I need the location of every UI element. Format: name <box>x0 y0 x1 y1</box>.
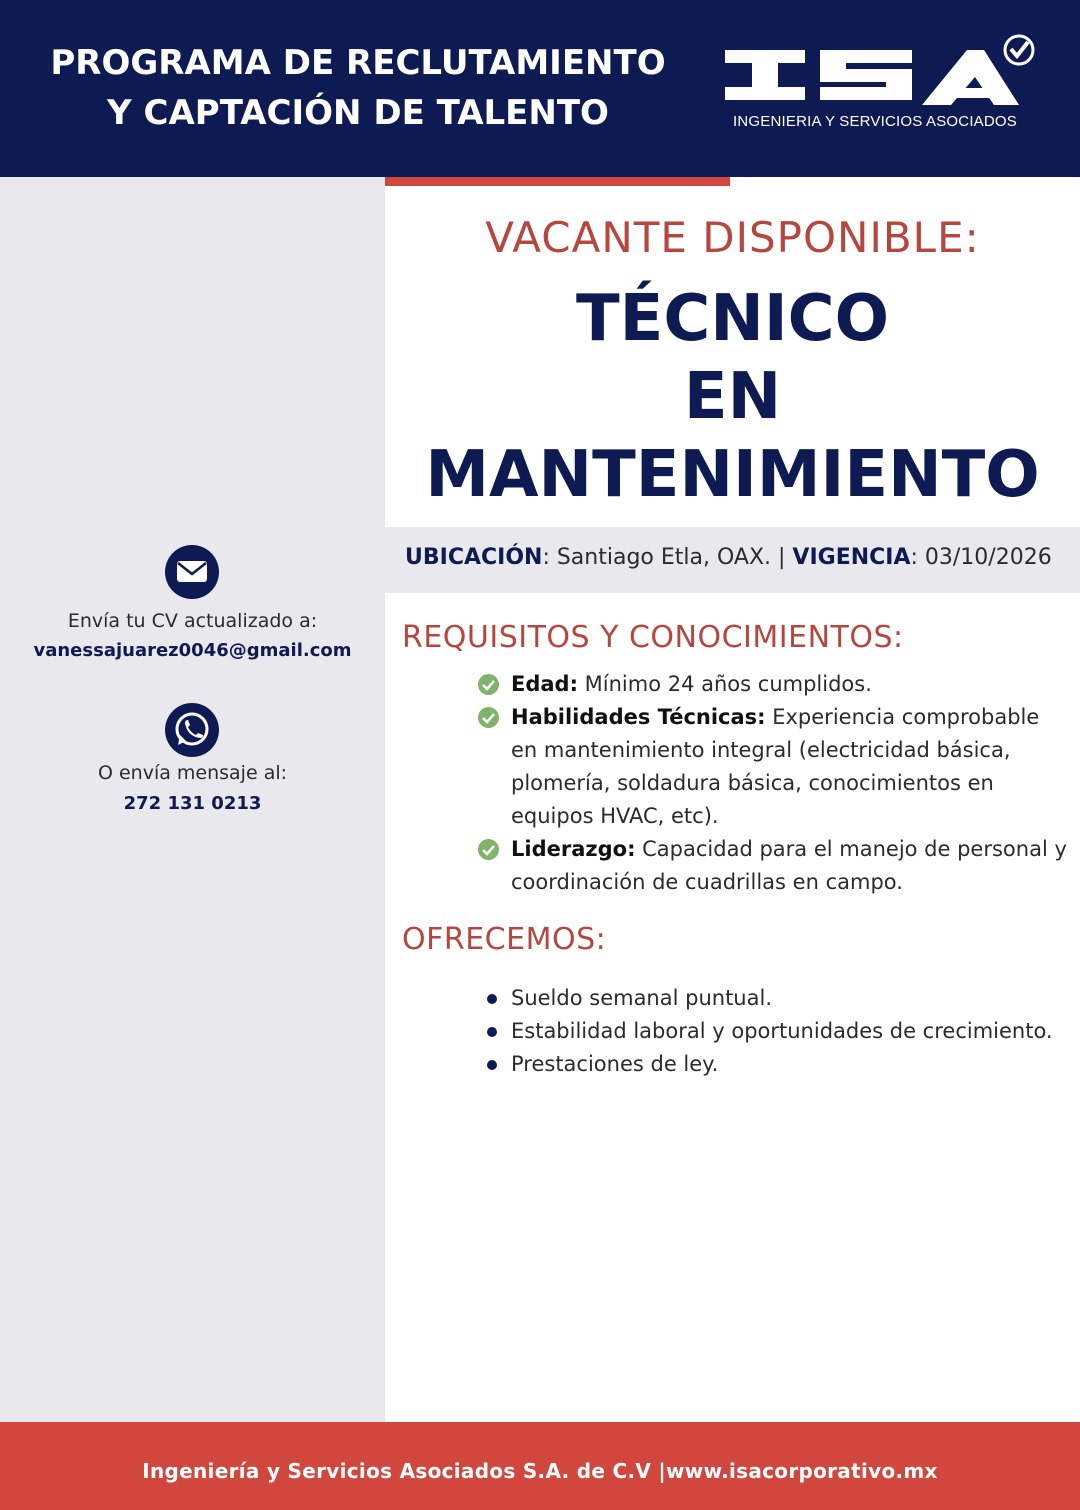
program-title-line2: Y CAPTACIÓN DE TALENTO <box>107 93 609 133</box>
check-icon <box>478 674 499 695</box>
program-title <box>18 38 698 138</box>
check-icon <box>478 707 499 728</box>
validity-label: VIGENCIA <box>792 545 911 570</box>
whatsapp-icon <box>165 703 219 757</box>
validity-value: : 03/10/2026 <box>910 545 1052 570</box>
requirement-label: Liderazgo: <box>511 837 636 861</box>
program-title-line1: PROGRAMA DE RECLUTAMIENTO <box>50 43 666 83</box>
job-title <box>385 280 1080 514</box>
bullet-icon <box>487 1027 497 1037</box>
requirement-label: Habilidades Técnicas: <box>511 705 766 729</box>
job-title-line1: TÉCNICO <box>575 282 890 356</box>
logo-subtitle: INGENIERIA Y SERVICIOS ASOCIADOS <box>733 113 1017 130</box>
requirement-label: Edad: <box>511 672 578 696</box>
footer-text: Ingeniería y Servicios Asociados S.A. de C.V |www.isacorporativo.mx <box>142 1459 938 1483</box>
requirements-heading: REQUISITOS Y CONOCIMIENTOS: <box>402 620 904 655</box>
list-item <box>486 982 1066 1015</box>
location-validity <box>405 545 1080 570</box>
envelope-icon <box>165 545 219 599</box>
contact-email[interactable]: vanessajuarez0046@gmail.com <box>33 640 352 661</box>
list-item <box>478 833 1068 899</box>
list-item <box>478 701 1068 833</box>
job-title-line2: EN <box>683 360 782 434</box>
list-item <box>478 668 1068 701</box>
offers-list <box>486 982 1066 1081</box>
bullet-icon <box>487 994 497 1004</box>
list-item <box>486 1048 1066 1081</box>
phone-label: O envía mensaje al: <box>97 762 288 784</box>
email-label: Envía tu CV actualizado a: <box>67 610 318 632</box>
offer-text: Estabilidad laboral y oportunidades de crecimiento. <box>511 1019 1053 1043</box>
job-title-line3: MANTENIMIENTO <box>425 438 1040 512</box>
location-label: UBICACIÓN <box>405 545 543 570</box>
offer-text: Sueldo semanal puntual. <box>511 986 772 1010</box>
location-value: : Santiago Etla, OAX. | <box>542 545 793 570</box>
accent-bar <box>385 177 730 186</box>
requirement-text: Experiencia comprobable en mantenimiento integral (electricidad básica, plomería, soldadura básica, conocimientos en equipos HVAC, etc). <box>511 705 1040 828</box>
contact-phone[interactable]: 272 131 0213 <box>123 793 262 814</box>
requirement-text: Capacidad para el manejo de personal y coordinación de cuadrillas en campo. <box>511 837 1067 894</box>
list-item <box>486 1015 1066 1048</box>
offers-heading: OFRECEMOS: <box>402 922 607 957</box>
offer-text: Prestaciones de ley. <box>511 1052 719 1076</box>
bullet-icon <box>487 1060 497 1070</box>
requirements-list <box>478 668 1068 899</box>
vacancy-heading: VACANTE DISPONIBLE: <box>485 213 980 262</box>
requirement-text: Mínimo 24 años cumplidos. <box>577 672 872 696</box>
check-icon <box>478 839 499 860</box>
